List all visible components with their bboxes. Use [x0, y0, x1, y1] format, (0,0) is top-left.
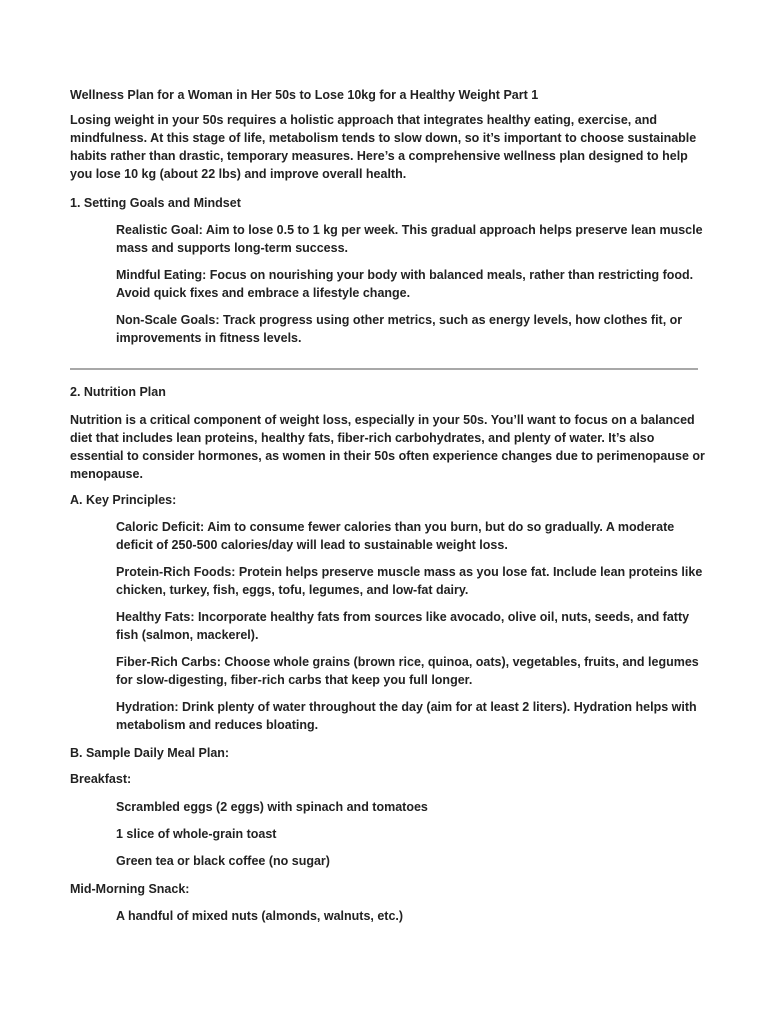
paragraph-line: mindfulness. At this stage of life, metabolism tends to slow down, so it’s important to choose sustainable: [70, 131, 697, 145]
document-title: Wellness Plan for a Woman in Her 50s to Lose 10kg for a Healthy Weight Part 1: [70, 88, 539, 102]
principle-item-protein-rich-foods: [116, 563, 702, 599]
item-line: Fiber-Rich Carbs: Choose whole grains (brown rice, quinoa, oats), vegetables, fruits, and legumes: [116, 655, 699, 669]
item-line: Hydration: Drink plenty of water throughout the day (aim for at least 2 liters). Hydration helps with: [116, 700, 697, 714]
principle-item-hydration: [116, 698, 697, 734]
meal-item: Scrambled eggs (2 eggs) with spinach and tomatoes: [116, 800, 428, 814]
paragraph-line: Losing weight in your 50s requires a holistic approach that integrates healthy eating, exercise, and: [70, 113, 657, 127]
goal-item-non-scale-goals: [116, 311, 682, 347]
goal-item-mindful-eating: [116, 266, 693, 302]
item-line: Protein-Rich Foods: Protein helps preserve muscle mass as you lose fat. Include lean proteins like: [116, 565, 703, 579]
intro-paragraph: [70, 111, 696, 183]
paragraph-line: diet that includes lean proteins, healthy fats, fiber-rich carbohydrates, and plenty of water. It’s also: [70, 431, 655, 445]
item-line: fish (salmon, mackerel).: [116, 628, 259, 642]
item-line: for slow-digesting, fiber-rich carbs that keep you full longer.: [116, 673, 473, 687]
subheading-meal-plan: B. Sample Daily Meal Plan:: [70, 746, 230, 760]
item-line: deficit of 250-500 calories/day will lead to sustainable weight loss.: [116, 538, 508, 552]
principle-item-caloric-deficit: [116, 518, 674, 554]
nutrition-paragraph: [70, 411, 705, 483]
paragraph-line: habits rather than drastic, temporary measures. Here’s a comprehensive wellness plan designed to help: [70, 149, 688, 163]
principle-item-healthy-fats: [116, 608, 689, 644]
item-line: mass and supports long-term success.: [116, 241, 349, 255]
item-line: Realistic Goal: Aim to lose 0.5 to 1 kg per week. This gradual approach helps preserve lean muscle: [116, 223, 703, 237]
section-heading-goals: 1. Setting Goals and Mindset: [70, 196, 241, 210]
item-line: chicken, turkey, fish, eggs, tofu, legumes, and low-fat dairy.: [116, 583, 469, 597]
item-line: Non-Scale Goals: Track progress using other metrics, such as energy levels, how clothes fit, or: [116, 313, 683, 327]
paragraph-line: Nutrition is a critical component of weight loss, especially in your 50s. You’ll want to focus on a balanced: [70, 413, 695, 427]
item-line: Mindful Eating: Focus on nourishing your body with balanced meals, rather than restricting food.: [116, 268, 694, 282]
section-heading-nutrition: 2. Nutrition Plan: [70, 385, 166, 399]
paragraph-line: you lose 10 kg (about 22 lbs) and improve overall health.: [70, 167, 407, 181]
paragraph-line: essential to consider hormones, as women in their 50s often experience changes due to perimenopause or: [70, 449, 705, 463]
paragraph-line: menopause.: [70, 467, 143, 481]
meal-item: Green tea or black coffee (no sugar): [116, 854, 330, 868]
item-line: metabolism and reduces bloating.: [116, 718, 319, 732]
principle-item-fiber-rich-carbs: [116, 653, 699, 689]
meal-heading-mid-morning-snack: Mid-Morning Snack:: [70, 882, 190, 896]
item-line: Healthy Fats: Incorporate healthy fats from sources like avocado, olive oil, nuts, seeds, and fatty: [116, 610, 690, 624]
item-line: improvements in fitness levels.: [116, 331, 302, 345]
meal-item: A handful of mixed nuts (almonds, walnuts, etc.): [116, 909, 404, 923]
item-line: Caloric Deficit: Aim to consume fewer calories than you burn, but do so gradually. A moderate: [116, 520, 675, 534]
section-divider: [70, 368, 698, 370]
subheading-key-principles: A. Key Principles:: [70, 493, 177, 507]
goal-item-realistic-goal: [116, 221, 703, 257]
meal-item: 1 slice of whole-grain toast: [116, 827, 277, 841]
meal-heading-breakfast: Breakfast:: [70, 772, 132, 786]
item-line: Avoid quick fixes and embrace a lifestyle change.: [116, 286, 411, 300]
